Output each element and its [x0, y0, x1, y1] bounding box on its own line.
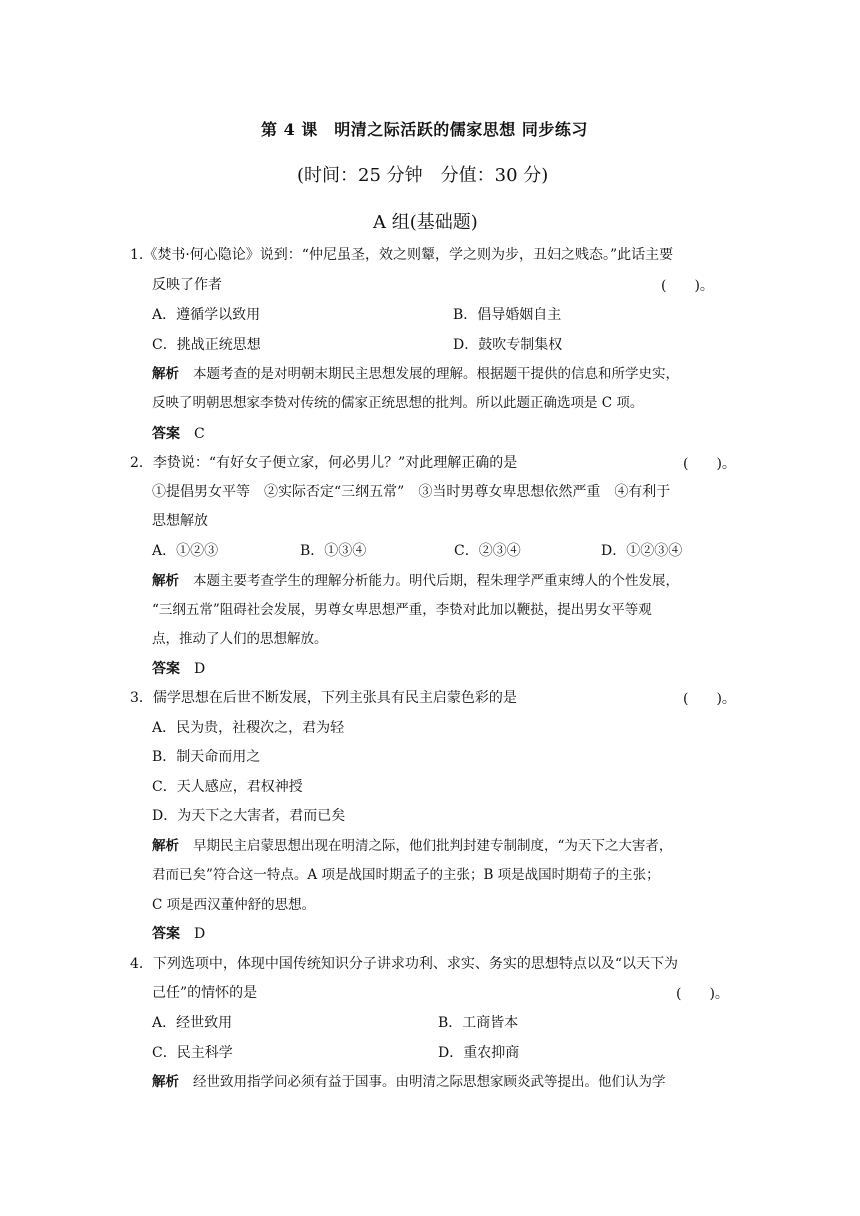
question-stem: 己任”的情怀的是	[152, 985, 258, 1001]
analysis-text: 本题考查的是对明朝末期民主思想发展的理解。根据题干提供的信息和所学史实，	[193, 366, 679, 382]
option-c: C．天人感应，君权神授	[152, 779, 303, 795]
analysis-text: 经世致用指学问必须有益于国事。由明清之际思想家顾炎武等提出。他们认为学	[193, 1074, 666, 1090]
option-c: C．②③④	[454, 543, 521, 559]
option-b: B．倡导婚姻自主	[453, 307, 562, 323]
option-b: B．制天命而用之	[152, 749, 261, 765]
option-a: A．遵循学以致用	[152, 307, 261, 323]
question-stem: 反映了作者	[152, 277, 222, 293]
question-stem: 2．李贽说：“有好女子便立家，何必男儿？”对此理解正确的是	[130, 455, 518, 471]
question-stem: 4．下列选项中，体现中国传统知识分子讲求功利、求实、务实的思想特点以及“以天下为	[130, 956, 679, 972]
answer-blank: ( )。	[683, 691, 736, 707]
analysis-line	[152, 1072, 666, 1092]
analysis-text: 点，推动了人们的思想解放。	[152, 631, 328, 647]
analysis-text: “三纲五常”阻碍社会发展，男尊女卑思想严重，李贽对此加以鞭挞，提出男女平等观	[152, 602, 652, 618]
option-a: A．①②③	[152, 543, 219, 559]
answer-line	[152, 424, 205, 444]
option-d: D．为天下之大害者，君而已矣	[152, 808, 346, 824]
page-title: 第 4 课 明清之际活跃的儒家思想 同步练习	[261, 120, 588, 139]
analysis-label: 解析	[152, 573, 179, 589]
answer-line	[152, 659, 205, 679]
answer-label: 答案	[152, 661, 180, 677]
analysis-text: 早期民主启蒙思想出现在明清之际，他们批判封建专制制度，“为天下之大害者，	[193, 838, 673, 854]
answer-label: 答案	[152, 926, 180, 942]
analysis-text: 反映了明朝思想家李贽对传统的儒家正统思想的批判。所以此题正确选项是 C 项。	[152, 395, 644, 411]
analysis-label: 解析	[152, 1074, 179, 1090]
answer-value: C	[194, 426, 205, 442]
option-c: C．民主科学	[152, 1045, 233, 1061]
analysis-line	[152, 836, 672, 856]
answer-value: D	[194, 926, 206, 942]
answer-blank: ( )。	[676, 986, 729, 1002]
option-a: A．经世致用	[152, 1015, 233, 1031]
answer-value: D	[194, 661, 206, 677]
option-b: B．工商皆本	[438, 1015, 519, 1031]
question-stem: 思想解放	[152, 513, 208, 529]
option-b: B．①③④	[300, 543, 367, 559]
analysis-text: 君而已矣”符合这一特点。A 项是战国时期孟子的主张；B 项是战国时期荀子的主张；	[152, 867, 660, 883]
group-heading: A 组(基础题)	[373, 212, 478, 233]
option-d: D．重农抑商	[438, 1045, 520, 1061]
answer-line	[152, 924, 205, 944]
option-d: D．①②③④	[601, 543, 683, 559]
answer-blank: ( )。	[683, 456, 736, 472]
answer-label: 答案	[152, 426, 180, 442]
option-c: C．挑战正统思想	[152, 337, 261, 353]
option-d: D．鼓吹专制集权	[453, 337, 563, 353]
analysis-label: 解析	[152, 838, 179, 854]
analysis-text: 本题主要考查学生的理解分析能力。明代后期，程朱理学严重束缚人的个性发展，	[193, 573, 679, 589]
page-subtitle: (时间：25 分钟 分值：30 分)	[297, 165, 549, 186]
question-stem: ①提倡男女平等 ②实际否定“三纲五常” ③当时男尊女卑思想依然严重 ④有利于	[152, 484, 671, 500]
analysis-line	[152, 571, 679, 591]
question-stem: 3．儒学思想在后世不断发展，下列主张具有民主启蒙色彩的是	[130, 690, 517, 706]
analysis-label: 解析	[152, 366, 179, 382]
analysis-text: C 项是西汉董仲舒的思想。	[152, 897, 316, 913]
question-stem: 1.《焚书·何心隐论》说到：“仲尼虽圣，效之则颦，学之则为步，丑妇之贱态。”此话主要	[130, 247, 674, 263]
option-a: A．民为贵，社稷次之，君为轻	[152, 720, 345, 736]
answer-blank: ( )。	[661, 278, 714, 294]
analysis-line	[152, 364, 679, 384]
